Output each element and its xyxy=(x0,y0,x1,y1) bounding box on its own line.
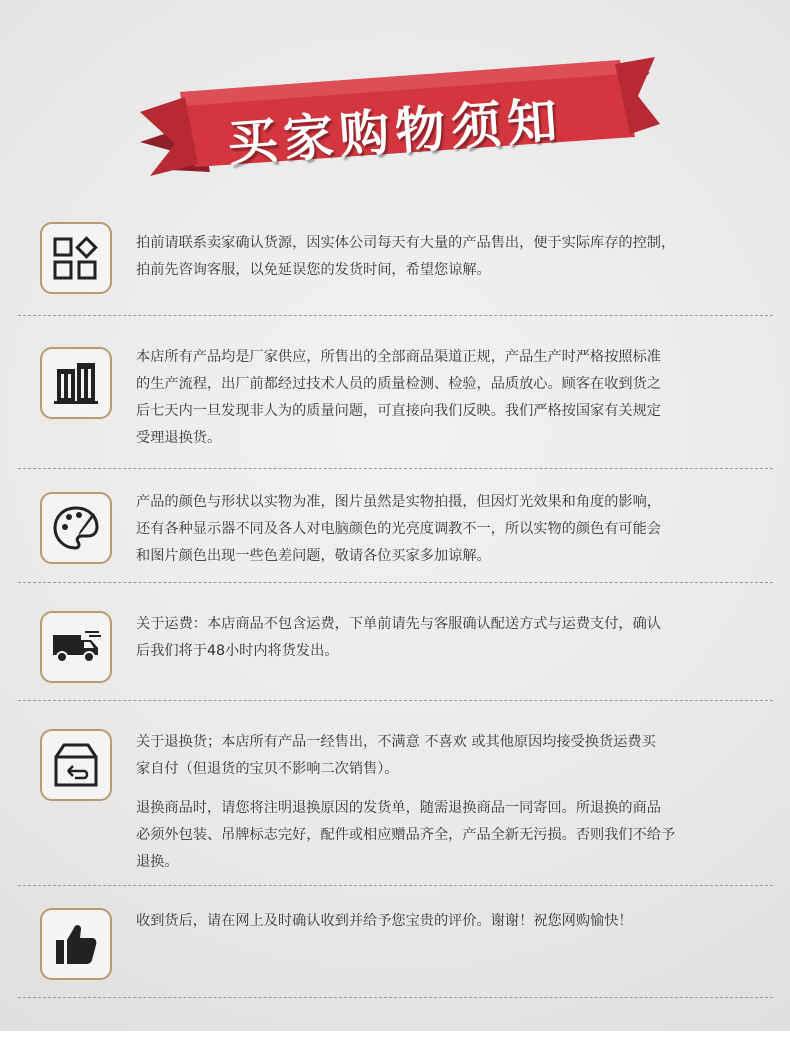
bottom-strip xyxy=(0,1031,790,1057)
notice-text-secondary: 退换商品时，请您将注明退换原因的发货单，随需退换商品一同寄回。所退换的商品 必须外包装、吊牌标志完好，配件或相应赠品齐全，产品全新无污损。否则我们不给予 退换。 xyxy=(136,800,676,870)
notice-text: 关于退换货；本店所有产品一经售出，不满意 不喜欢 或其他原因均接受换货运费买 家自付（但退货的宝贝不影响二次销售）。 xyxy=(136,734,656,777)
divider xyxy=(18,468,773,469)
divider xyxy=(18,582,773,583)
apps-grid-icon xyxy=(40,222,112,294)
notice-text: 拍前请联系卖家确认货源，因实体公司每天有大量的产品售出，便于实际库存的控制， 拍前先咨询客服，以免延误您的发货时间，希望您谅解。 xyxy=(136,235,676,278)
notice-text: 本店所有产品均是厂家供应，所售出的全部商品渠道正规，产品生产时严格按照标准 的生产流程，出厂前都经过技术人员的质量检测、检验，品质放心。顾客在收到货之 后七天内一旦发现非人为的质量问题，可直接向我们反映。我们严格按国家有关规定 受理退换货。 xyxy=(136,349,661,446)
building-icon xyxy=(40,347,112,419)
delivery-truck-icon xyxy=(40,611,112,683)
notice-text: 关于运费：本店商品不包含运费，下单前请先与客服确认配送方式与运费支付，确认 后我们将于48小时内将货发出。 xyxy=(136,616,661,659)
return-box-icon xyxy=(40,729,112,801)
divider xyxy=(18,885,773,886)
divider xyxy=(18,315,773,316)
divider xyxy=(18,700,773,701)
banner-title: 买家购物须知 xyxy=(225,91,565,173)
notice-text: 产品的颜色与形状以实物为准，图片虽然是实物拍摄，但因灯光效果和角度的影响， 还有各种显示器不同及各人对电脑颜色的光亮度调教不一，所以实物的颜色有可能会 和图片颜色出现一些色差问题，敬请各位买家多加谅解。 xyxy=(136,494,661,564)
notice-text: 收到货后，请在网上及时确认收到并给予您宝贵的评价。谢谢！祝您网购愉快！ xyxy=(136,913,633,929)
divider xyxy=(18,997,773,998)
thumbs-up-icon xyxy=(40,908,112,980)
banner xyxy=(130,52,660,182)
palette-icon xyxy=(40,492,112,564)
